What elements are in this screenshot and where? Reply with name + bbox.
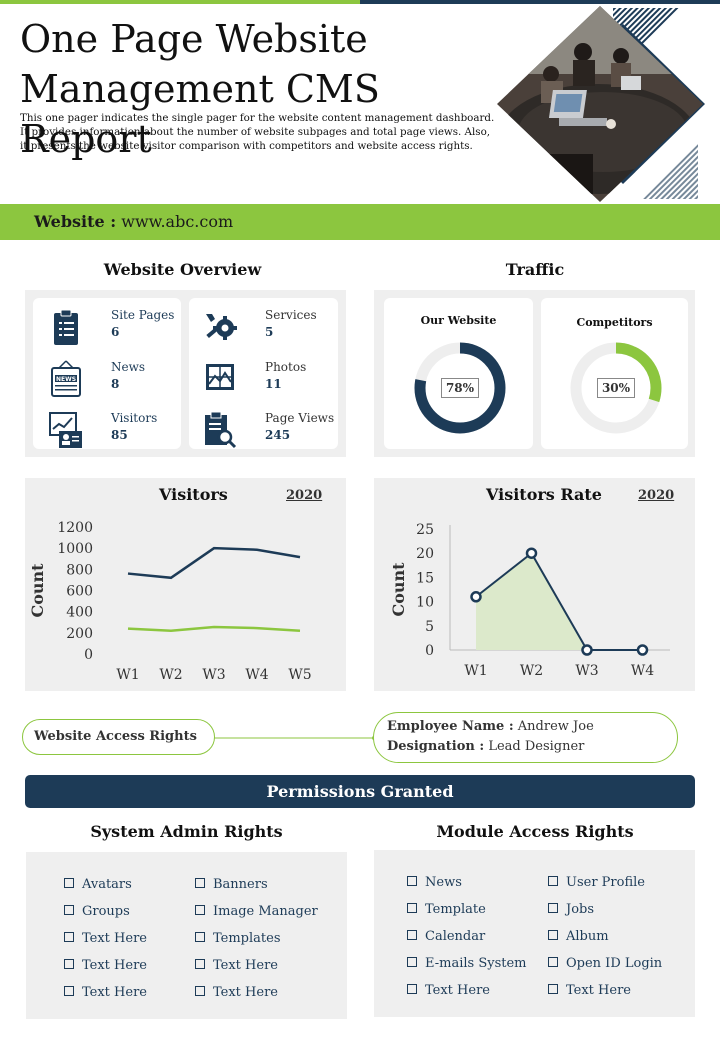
employee-name-label: Employee Name : xyxy=(387,719,514,734)
services-icon xyxy=(203,308,237,348)
y-tick-label: 15 xyxy=(416,570,434,587)
permission-label: Text Here xyxy=(213,985,278,1000)
y-tick-label: 0 xyxy=(84,647,93,663)
traffic-title: Traffic xyxy=(505,260,565,279)
y-tick-label: 1000 xyxy=(57,541,93,558)
permission-item[interactable] xyxy=(64,877,132,892)
overview-page-views xyxy=(203,411,353,455)
website-strip xyxy=(0,204,720,240)
permission-item[interactable] xyxy=(548,902,594,917)
data-point xyxy=(583,646,592,655)
visitors-rate-chart-year: 2020 xyxy=(638,488,675,503)
y-tick-label: 25 xyxy=(416,522,434,538)
competitors-card xyxy=(541,298,688,449)
page-views-value: 245 xyxy=(265,428,291,442)
permission-item[interactable] xyxy=(195,985,278,1000)
our-website-label: Our Website xyxy=(420,314,497,327)
permission-label: E-mails System xyxy=(425,956,527,971)
permission-label: Text Here xyxy=(82,931,147,946)
checkbox-icon[interactable] xyxy=(548,903,558,913)
data-point xyxy=(638,646,647,655)
page-views-label: Page Views xyxy=(265,411,335,425)
permission-item[interactable] xyxy=(64,958,147,973)
permission-label: Templates xyxy=(213,931,281,946)
y-tick-label: 200 xyxy=(66,625,93,642)
x-tick-label: W1 xyxy=(464,663,488,679)
visitors-chart-panel xyxy=(25,478,346,691)
hero-photo xyxy=(493,4,708,204)
visitors-label: Visitors xyxy=(111,411,158,425)
site-pages-value: 6 xyxy=(111,325,120,339)
checkbox-icon[interactable] xyxy=(64,959,74,969)
y-axis-label: Count xyxy=(389,562,408,617)
services-value: 5 xyxy=(265,325,274,339)
x-tick-label: W2 xyxy=(519,663,544,679)
visitors-rate-area-chart xyxy=(374,478,695,691)
checkbox-icon[interactable] xyxy=(195,959,205,969)
x-tick-label: W4 xyxy=(245,667,269,683)
data-point xyxy=(527,549,536,558)
permission-label: Jobs xyxy=(566,902,595,917)
permission-label: User Profile xyxy=(566,875,645,890)
photos-icon xyxy=(203,360,237,400)
visitors-chart-year: 2020 xyxy=(286,488,323,503)
permission-label: Text Here xyxy=(213,958,278,973)
y-tick-label: 800 xyxy=(66,562,93,579)
permission-item[interactable] xyxy=(195,877,268,892)
checkbox-icon[interactable] xyxy=(64,878,74,888)
permission-label: Text Here xyxy=(425,983,490,998)
visitors-chart-title: Visitors xyxy=(159,485,228,504)
y-tick-label: 600 xyxy=(66,583,93,600)
website-url[interactable]: www.abc.com xyxy=(121,212,234,231)
x-tick-label: W3 xyxy=(575,663,599,679)
permission-item[interactable] xyxy=(407,956,527,971)
checkbox-icon[interactable] xyxy=(195,878,205,888)
permission-item[interactable] xyxy=(64,931,147,946)
checkbox-icon[interactable] xyxy=(64,986,74,996)
checkbox-icon[interactable] xyxy=(407,957,417,967)
permission-label: Open ID Login xyxy=(566,956,663,971)
system-admin-title: System Admin Rights xyxy=(90,822,283,841)
permission-item[interactable] xyxy=(64,985,147,1000)
permission-label: Image Manager xyxy=(213,904,318,919)
traffic-panel xyxy=(374,290,695,457)
news-icon xyxy=(49,360,83,400)
permission-item[interactable] xyxy=(195,931,281,946)
x-tick-label: W3 xyxy=(202,667,226,683)
x-tick-label: W1 xyxy=(116,667,140,683)
page-views-icon xyxy=(203,411,237,451)
permission-label: Groups xyxy=(82,904,130,919)
permission-item[interactable] xyxy=(195,958,278,973)
visitors-line-chart xyxy=(25,478,346,691)
photos-value: 11 xyxy=(265,377,282,391)
permission-item[interactable] xyxy=(407,902,486,917)
competitors-value: 30% xyxy=(597,378,635,398)
permission-item[interactable] xyxy=(64,904,130,919)
permissions-banner: Permissions Granted xyxy=(25,775,695,808)
permission-item[interactable] xyxy=(407,929,485,944)
permission-item[interactable] xyxy=(195,904,318,919)
visitors-rate-chart-title: Visitors Rate xyxy=(486,485,602,504)
news-value: 8 xyxy=(111,377,120,391)
permission-label: Avatars xyxy=(82,877,132,892)
checkbox-icon[interactable] xyxy=(407,903,417,913)
title-line-1: One Page Website xyxy=(20,17,368,61)
data-point xyxy=(472,592,481,601)
permission-label: Calendar xyxy=(425,929,486,944)
permission-label: Text Here xyxy=(82,958,147,973)
x-tick-label: W2 xyxy=(159,667,183,683)
y-tick-label: 0 xyxy=(425,643,434,659)
connector-line xyxy=(210,736,380,740)
y-tick-label: 5 xyxy=(425,618,434,635)
our-website-card xyxy=(384,298,533,449)
checkbox-icon[interactable] xyxy=(195,932,205,942)
y-axis-label: Count xyxy=(28,563,47,618)
our-website-donut xyxy=(413,341,507,435)
permission-item[interactable] xyxy=(548,983,631,998)
employee-name-value: Andrew Joe xyxy=(517,719,594,734)
system-admin-panel xyxy=(26,852,347,1019)
clipboard-icon xyxy=(49,308,83,348)
checkbox-icon[interactable] xyxy=(548,876,558,886)
overview-news xyxy=(49,360,199,404)
designation-value: Lead Designer xyxy=(488,739,585,754)
visitors-value: 85 xyxy=(111,428,128,442)
y-tick-label: 20 xyxy=(416,546,434,563)
module-access-title: Module Access Rights xyxy=(436,822,634,841)
photos-label: Photos xyxy=(265,360,307,374)
permission-label: Album xyxy=(566,929,609,944)
checkbox-icon[interactable] xyxy=(64,905,74,915)
y-tick-label: 1200 xyxy=(57,520,93,536)
permission-item[interactable] xyxy=(548,929,609,944)
overview-title: Website Overview xyxy=(103,260,262,279)
overview-panel xyxy=(25,290,346,457)
y-tick-label: 400 xyxy=(66,604,93,621)
permission-label: Text Here xyxy=(82,985,147,1000)
overview-services xyxy=(203,308,353,352)
overview-site-pages xyxy=(49,308,199,352)
permission-label: Template xyxy=(425,902,486,917)
page-description: This one pager indicates the single pager for the website content management dashboard. It provides information about the number of website subpages and total page views. Also, it presents the website visitor comparison with competitors and website access rights. xyxy=(20,112,495,152)
permission-item[interactable] xyxy=(548,875,645,890)
competitors-label: Competitors xyxy=(576,316,653,329)
checkbox-icon[interactable] xyxy=(548,930,558,940)
services-label: Services xyxy=(265,308,317,322)
our-website-value: 78% xyxy=(441,378,479,398)
series-line-1 xyxy=(128,627,300,631)
permission-label: News xyxy=(425,875,462,890)
permission-item[interactable] xyxy=(548,956,662,971)
overview-visitors xyxy=(49,411,199,455)
access-rights-pill xyxy=(22,719,215,755)
permission-label: Banners xyxy=(213,877,268,892)
overview-photos xyxy=(203,360,353,404)
permission-item[interactable] xyxy=(407,875,462,890)
permission-item[interactable] xyxy=(407,983,490,998)
designation-label: Designation : xyxy=(387,739,485,754)
title-line-2: Management CMS Report xyxy=(20,67,380,161)
x-tick-label: W5 xyxy=(288,667,312,683)
checkbox-icon[interactable] xyxy=(548,984,558,994)
series-line-0 xyxy=(128,548,300,578)
access-rights-label: Website Access Rights xyxy=(34,729,197,744)
top-accent-green xyxy=(0,0,360,4)
x-tick-label: W4 xyxy=(630,663,655,679)
website-label: Website : xyxy=(34,212,117,231)
visitors-icon xyxy=(49,411,83,451)
checkbox-icon[interactable] xyxy=(64,932,74,942)
checkbox-icon[interactable] xyxy=(195,905,205,915)
visitors-rate-chart-panel xyxy=(374,478,695,691)
module-access-panel xyxy=(374,850,695,1017)
permission-label: Text Here xyxy=(566,983,631,998)
checkbox-icon[interactable] xyxy=(407,876,417,886)
checkbox-icon[interactable] xyxy=(407,930,417,940)
employee-pill xyxy=(373,712,678,763)
competitors-donut xyxy=(569,341,663,435)
news-label: News xyxy=(111,360,146,374)
checkbox-icon[interactable] xyxy=(548,957,558,967)
checkbox-icon[interactable] xyxy=(407,984,417,994)
site-pages-label: Site Pages xyxy=(111,308,175,322)
svg-text:NEWS: NEWS xyxy=(55,376,77,383)
y-tick-label: 10 xyxy=(416,594,434,611)
checkbox-icon[interactable] xyxy=(195,986,205,996)
